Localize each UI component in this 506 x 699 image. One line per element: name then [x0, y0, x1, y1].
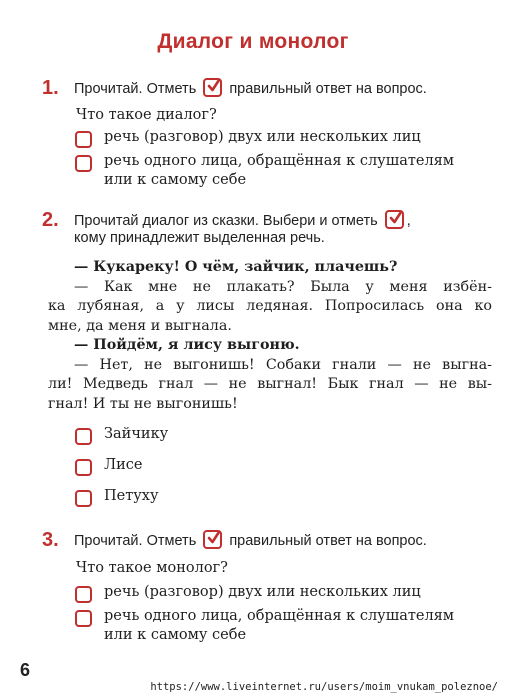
answer-lisa-checkbox[interactable]: [75, 459, 92, 476]
task-3-number: 3.: [42, 529, 59, 551]
dialog-line: ли! Медведь гнал — не выгнал! Бык гнал — не вы-: [48, 376, 492, 392]
dialog-text: [48, 258, 492, 414]
task-3-option-1-checkbox[interactable]: [75, 586, 92, 603]
task-3-option-2: речь одного лица, обращённая к слушателям: [104, 608, 455, 624]
task-1-option-1-checkbox[interactable]: [75, 131, 92, 148]
task-2-instruction-line2: кому принадлежит выделенная речь.: [74, 230, 325, 246]
checkmark-icon: [203, 530, 222, 549]
task-1-option-1: речь (разговор) двух или нескольких лиц: [104, 129, 421, 145]
task-1-option-2-checkbox[interactable]: [75, 155, 92, 172]
task-2-instruction-line1: Прочитай диалог из сказки. Выбери и отметь: [74, 213, 378, 229]
page-title: Диалог и монолог: [157, 30, 349, 53]
task-3-option-1: речь (разговор) двух или нескольких лиц: [104, 584, 421, 600]
answer-zaichik-checkbox[interactable]: [75, 428, 92, 445]
task-2-number: 2.: [42, 209, 59, 231]
answer-petukh-checkbox[interactable]: [75, 490, 92, 507]
task-3-option-2-cont: или к самому себе: [104, 627, 247, 643]
task-3-question: Что такое монолог?: [76, 560, 228, 576]
task-3-instruction: [74, 530, 427, 551]
task-1-instruction-end: правильный ответ на вопрос.: [229, 81, 427, 97]
task-1-instruction-start: Прочитай. Отметь: [74, 81, 197, 97]
answer-zaichik-label: Зайчику: [104, 426, 169, 442]
task-1-option-2-cont: или к самому себе: [104, 172, 247, 188]
dialog-line: гнал! И ты не выгонишь!: [48, 395, 238, 412]
task-3-option-2-checkbox[interactable]: [75, 610, 92, 627]
page-number: 6: [20, 660, 31, 680]
task-1-question: Что такое диалог?: [76, 107, 217, 123]
dialog-line-highlighted: — Пойдём, я лису выгоню.: [74, 337, 300, 353]
dialog-line: мне, да меня и выгнала.: [48, 317, 232, 334]
task-2-instruction: Прочитай диалог из сказки. Выбери и отметь ,: [74, 210, 411, 231]
task-1-option-2: речь одного лица, обращённая к слушателям: [104, 153, 455, 169]
answer-lisa-label: Лисе: [104, 457, 143, 473]
task-3-instruction-end: правильный ответ на вопрос.: [229, 533, 427, 549]
checkmark-icon: [203, 78, 222, 97]
checkmark-icon: [385, 210, 404, 229]
watermark-url: https://www.liveinternet.ru/users/moim_vnukam_poleznoe/: [150, 681, 498, 693]
dialog-line: — Кукареку! О чём, зайчик, плачешь?: [74, 259, 398, 275]
answer-petukh-label: Петуху: [104, 488, 159, 504]
task-1-instruction: [74, 78, 427, 99]
dialog-line: — Как мне не плакать? Была у меня избён-: [74, 278, 492, 295]
task-1-number: 1.: [42, 77, 59, 99]
dialog-line: — Нет, не выгонишь! Собаки гнали — не выгна-: [74, 356, 492, 373]
task-3-instruction-start: Прочитай. Отметь: [74, 533, 197, 549]
dialog-line: ка лубяная, а у лисы ледяная. Попросилась она ко: [48, 298, 492, 314]
